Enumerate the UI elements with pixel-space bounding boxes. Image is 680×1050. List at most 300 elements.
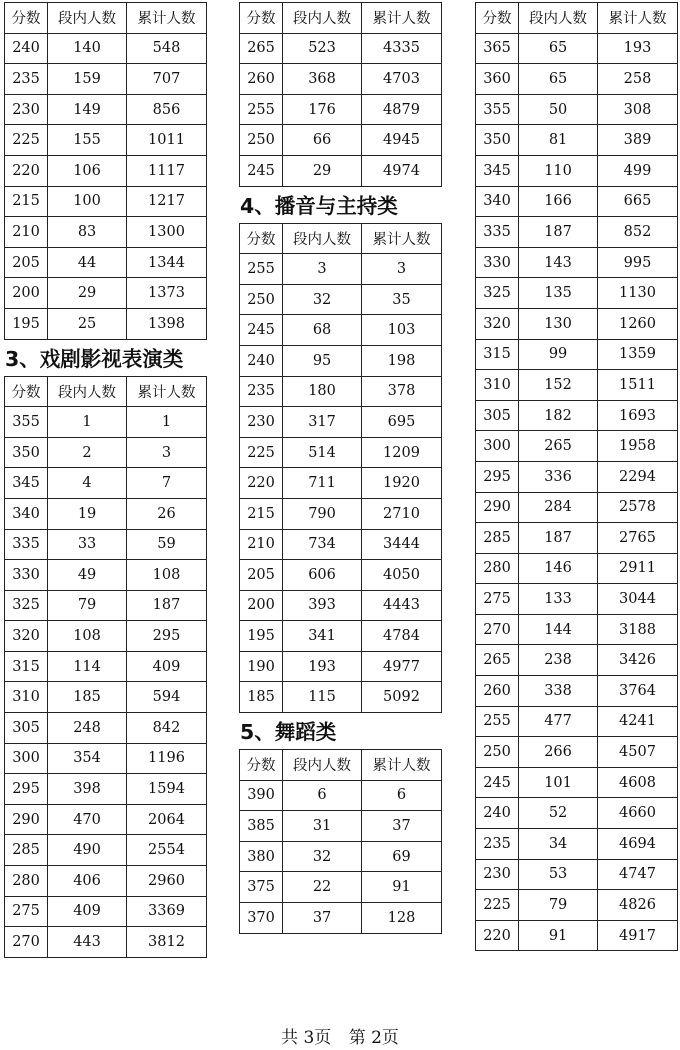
current-page-label: 第 2页 bbox=[348, 1028, 399, 1048]
segment-count-cell: 368 bbox=[283, 64, 362, 95]
segment-count-cell: 32 bbox=[283, 841, 362, 872]
segment-count-cell: 95 bbox=[283, 345, 362, 376]
score-cell: 355 bbox=[5, 407, 48, 438]
score-cell: 255 bbox=[240, 254, 283, 285]
score-cell: 270 bbox=[476, 614, 519, 645]
table-row bbox=[476, 798, 678, 829]
segment-count-cell: 44 bbox=[48, 247, 127, 278]
table-row bbox=[240, 498, 442, 529]
cumulative-count-cell: 187 bbox=[127, 590, 207, 621]
table-row bbox=[476, 584, 678, 615]
cumulative-count-cell: 4974 bbox=[362, 155, 442, 186]
table-row bbox=[476, 706, 678, 737]
score-cell: 230 bbox=[240, 407, 283, 438]
table-row bbox=[476, 247, 678, 278]
score-cell: 265 bbox=[240, 33, 283, 64]
score-cell: 210 bbox=[5, 217, 48, 248]
cumulative-count-cell: 4050 bbox=[362, 560, 442, 591]
score-cell: 320 bbox=[476, 308, 519, 339]
table-row bbox=[476, 461, 678, 492]
cumulative-count-cell: 4443 bbox=[362, 590, 442, 621]
cumulative-count-cell: 665 bbox=[598, 186, 678, 217]
table-row bbox=[5, 94, 207, 125]
table-row bbox=[5, 278, 207, 309]
cumulative-count-cell: 1196 bbox=[127, 743, 207, 774]
segment-count-cell: 52 bbox=[519, 798, 598, 829]
score-cell: 385 bbox=[240, 811, 283, 842]
score-cell: 295 bbox=[476, 461, 519, 492]
cumulative-count-cell: 499 bbox=[598, 155, 678, 186]
table-row bbox=[5, 896, 207, 927]
cumulative-count-cell: 198 bbox=[362, 345, 442, 376]
score-cell: 305 bbox=[476, 400, 519, 431]
table-header-row bbox=[240, 223, 442, 254]
column-header: 累计人数 bbox=[362, 750, 442, 781]
table-row bbox=[476, 125, 678, 156]
table-row bbox=[476, 33, 678, 64]
table-row bbox=[476, 676, 678, 707]
cumulative-count-cell: 389 bbox=[598, 125, 678, 156]
table-row bbox=[476, 890, 678, 921]
table-row bbox=[240, 560, 442, 591]
score-cell: 200 bbox=[240, 590, 283, 621]
score-table bbox=[475, 2, 678, 951]
column-header: 分数 bbox=[240, 223, 283, 254]
score-cell: 260 bbox=[476, 676, 519, 707]
cumulative-count-cell: 4945 bbox=[362, 125, 442, 156]
table-row bbox=[240, 345, 442, 376]
table-header-row bbox=[240, 750, 442, 781]
segment-count-cell: 65 bbox=[519, 33, 598, 64]
table-row bbox=[240, 529, 442, 560]
table-row bbox=[5, 498, 207, 529]
column-header: 段内人数 bbox=[283, 750, 362, 781]
cumulative-count-cell: 1 bbox=[127, 407, 207, 438]
score-cell: 225 bbox=[5, 125, 48, 156]
segment-count-cell: 176 bbox=[283, 94, 362, 125]
score-cell: 235 bbox=[5, 64, 48, 95]
column-header: 分数 bbox=[240, 750, 283, 781]
score-cell: 195 bbox=[240, 621, 283, 652]
score-cell: 210 bbox=[240, 529, 283, 560]
table-row bbox=[5, 927, 207, 958]
table-row bbox=[476, 94, 678, 125]
cumulative-count-cell: 1217 bbox=[127, 186, 207, 217]
table-row bbox=[240, 811, 442, 842]
score-cell: 230 bbox=[5, 94, 48, 125]
cumulative-count-cell: 695 bbox=[362, 407, 442, 438]
cumulative-count-cell: 2554 bbox=[127, 835, 207, 866]
column-header: 分数 bbox=[240, 3, 283, 34]
cumulative-count-cell: 1398 bbox=[127, 308, 207, 339]
score-cell: 225 bbox=[476, 890, 519, 921]
score-cell: 315 bbox=[5, 651, 48, 682]
cumulative-count-cell: 295 bbox=[127, 621, 207, 652]
table-row bbox=[476, 370, 678, 401]
table-row bbox=[5, 308, 207, 339]
column-header: 段内人数 bbox=[283, 3, 362, 34]
segment-count-cell: 114 bbox=[48, 651, 127, 682]
segment-count-cell: 68 bbox=[283, 315, 362, 346]
score-cell: 370 bbox=[240, 903, 283, 934]
table-row bbox=[240, 841, 442, 872]
cumulative-count-cell: 4660 bbox=[598, 798, 678, 829]
cumulative-count-cell: 2765 bbox=[598, 523, 678, 554]
table-row bbox=[476, 217, 678, 248]
segment-count-cell: 149 bbox=[48, 94, 127, 125]
table-row bbox=[476, 767, 678, 798]
cumulative-count-cell: 4703 bbox=[362, 64, 442, 95]
column-middle bbox=[239, 2, 443, 934]
score-cell: 245 bbox=[476, 767, 519, 798]
segment-count-cell: 115 bbox=[283, 682, 362, 713]
segment-count-cell: 49 bbox=[48, 560, 127, 591]
segment-count-cell: 6 bbox=[283, 780, 362, 811]
table-row bbox=[240, 651, 442, 682]
total-pages-label: 共 3页 bbox=[281, 1028, 332, 1048]
cumulative-count-cell: 69 bbox=[362, 841, 442, 872]
cumulative-count-cell: 35 bbox=[362, 284, 442, 315]
score-cell: 280 bbox=[476, 553, 519, 584]
score-cell: 260 bbox=[240, 64, 283, 95]
table-row bbox=[476, 737, 678, 768]
table-row bbox=[5, 866, 207, 897]
segment-count-cell: 25 bbox=[48, 308, 127, 339]
cumulative-count-cell: 1594 bbox=[127, 774, 207, 805]
cumulative-count-cell: 594 bbox=[127, 682, 207, 713]
table-row bbox=[240, 33, 442, 64]
table-row bbox=[476, 278, 678, 309]
score-cell: 315 bbox=[476, 339, 519, 370]
cumulative-count-cell: 3 bbox=[127, 437, 207, 468]
score-cell: 380 bbox=[240, 841, 283, 872]
section-title: 3、戏剧影视表演类 bbox=[5, 346, 184, 371]
score-cell: 240 bbox=[476, 798, 519, 829]
table-row bbox=[5, 64, 207, 95]
cumulative-count-cell: 852 bbox=[598, 217, 678, 248]
table-row bbox=[240, 590, 442, 621]
score-cell: 200 bbox=[5, 278, 48, 309]
score-cell: 285 bbox=[5, 835, 48, 866]
segment-count-cell: 409 bbox=[48, 896, 127, 927]
cumulative-count-cell: 4507 bbox=[598, 737, 678, 768]
table-header-row bbox=[5, 376, 207, 407]
cumulative-count-cell: 4917 bbox=[598, 920, 678, 951]
cumulative-count-cell: 4784 bbox=[362, 621, 442, 652]
cumulative-count-cell: 1117 bbox=[127, 155, 207, 186]
segment-count-cell: 83 bbox=[48, 217, 127, 248]
cumulative-count-cell: 1373 bbox=[127, 278, 207, 309]
score-cell: 340 bbox=[476, 186, 519, 217]
segment-count-cell: 50 bbox=[519, 94, 598, 125]
column-header: 分数 bbox=[476, 3, 519, 34]
table-row bbox=[240, 621, 442, 652]
table-row bbox=[476, 523, 678, 554]
table-row bbox=[476, 492, 678, 523]
score-cell: 325 bbox=[5, 590, 48, 621]
table-row bbox=[5, 155, 207, 186]
score-cell: 335 bbox=[476, 217, 519, 248]
table-row bbox=[240, 780, 442, 811]
table-row bbox=[476, 614, 678, 645]
cumulative-count-cell: 842 bbox=[127, 713, 207, 744]
cumulative-count-cell: 2960 bbox=[127, 866, 207, 897]
segment-count-cell: 146 bbox=[519, 553, 598, 584]
segment-count-cell: 22 bbox=[283, 872, 362, 903]
cumulative-count-cell: 3444 bbox=[362, 529, 442, 560]
segment-count-cell: 34 bbox=[519, 829, 598, 860]
column-header: 分数 bbox=[5, 3, 48, 34]
table-row bbox=[240, 437, 442, 468]
column-header: 段内人数 bbox=[519, 3, 598, 34]
segment-count-cell: 284 bbox=[519, 492, 598, 523]
segment-count-cell: 130 bbox=[519, 308, 598, 339]
score-cell: 290 bbox=[5, 804, 48, 835]
table-header-row bbox=[476, 3, 678, 34]
score-cell: 300 bbox=[476, 431, 519, 462]
cumulative-count-cell: 37 bbox=[362, 811, 442, 842]
table-row bbox=[476, 829, 678, 860]
segment-count-cell: 248 bbox=[48, 713, 127, 744]
cumulative-count-cell: 308 bbox=[598, 94, 678, 125]
score-cell: 320 bbox=[5, 621, 48, 652]
table-row bbox=[240, 64, 442, 95]
score-cell: 225 bbox=[240, 437, 283, 468]
table-row bbox=[240, 315, 442, 346]
cumulative-count-cell: 128 bbox=[362, 903, 442, 934]
score-cell: 330 bbox=[5, 560, 48, 591]
score-cell: 220 bbox=[476, 920, 519, 951]
segment-count-cell: 185 bbox=[48, 682, 127, 713]
score-cell: 235 bbox=[476, 829, 519, 860]
segment-count-cell: 79 bbox=[48, 590, 127, 621]
column-left bbox=[4, 2, 208, 958]
table-row bbox=[5, 217, 207, 248]
cumulative-count-cell: 59 bbox=[127, 529, 207, 560]
table-row bbox=[5, 804, 207, 835]
section-title: 4、播音与主持类 bbox=[240, 193, 398, 218]
score-cell: 245 bbox=[240, 155, 283, 186]
segment-count-cell: 336 bbox=[519, 461, 598, 492]
score-table bbox=[4, 2, 207, 340]
score-cell: 250 bbox=[240, 125, 283, 156]
segment-count-cell: 53 bbox=[519, 859, 598, 890]
score-cell: 375 bbox=[240, 872, 283, 903]
segment-count-cell: 398 bbox=[48, 774, 127, 805]
score-cell: 230 bbox=[476, 859, 519, 890]
score-cell: 235 bbox=[240, 376, 283, 407]
cumulative-count-cell: 1511 bbox=[598, 370, 678, 401]
table-row bbox=[5, 682, 207, 713]
segment-count-cell: 711 bbox=[283, 468, 362, 499]
segment-count-cell: 790 bbox=[283, 498, 362, 529]
cumulative-count-cell: 4694 bbox=[598, 829, 678, 860]
table-row bbox=[240, 376, 442, 407]
table-row bbox=[476, 431, 678, 462]
segment-count-cell: 166 bbox=[519, 186, 598, 217]
segment-count-cell: 19 bbox=[48, 498, 127, 529]
cumulative-count-cell: 5092 bbox=[362, 682, 442, 713]
cumulative-count-cell: 108 bbox=[127, 560, 207, 591]
cumulative-count-cell: 4826 bbox=[598, 890, 678, 921]
segment-count-cell: 3 bbox=[283, 254, 362, 285]
table-row bbox=[240, 407, 442, 438]
table-row bbox=[240, 903, 442, 934]
score-cell: 345 bbox=[476, 155, 519, 186]
score-cell: 275 bbox=[5, 896, 48, 927]
segment-count-cell: 155 bbox=[48, 125, 127, 156]
cumulative-count-cell: 3188 bbox=[598, 614, 678, 645]
cumulative-count-cell: 1130 bbox=[598, 278, 678, 309]
cumulative-count-cell: 1693 bbox=[598, 400, 678, 431]
cumulative-count-cell: 4335 bbox=[362, 33, 442, 64]
segment-count-cell: 135 bbox=[519, 278, 598, 309]
segment-count-cell: 443 bbox=[48, 927, 127, 958]
table-row bbox=[5, 651, 207, 682]
cumulative-count-cell: 1209 bbox=[362, 437, 442, 468]
segment-count-cell: 37 bbox=[283, 903, 362, 934]
score-cell: 390 bbox=[240, 780, 283, 811]
table-row bbox=[5, 125, 207, 156]
score-cell: 240 bbox=[240, 345, 283, 376]
table-row bbox=[5, 713, 207, 744]
score-cell: 205 bbox=[240, 560, 283, 591]
score-cell: 340 bbox=[5, 498, 48, 529]
segment-count-cell: 406 bbox=[48, 866, 127, 897]
score-table bbox=[4, 376, 207, 958]
table-row bbox=[476, 645, 678, 676]
cumulative-count-cell: 2911 bbox=[598, 553, 678, 584]
cumulative-count-cell: 2294 bbox=[598, 461, 678, 492]
cumulative-count-cell: 6 bbox=[362, 780, 442, 811]
segment-count-cell: 265 bbox=[519, 431, 598, 462]
cumulative-count-cell: 378 bbox=[362, 376, 442, 407]
cumulative-count-cell: 856 bbox=[127, 94, 207, 125]
score-table bbox=[239, 2, 442, 187]
segment-count-cell: 143 bbox=[519, 247, 598, 278]
table-row bbox=[5, 743, 207, 774]
cumulative-count-cell: 707 bbox=[127, 64, 207, 95]
segment-count-cell: 317 bbox=[283, 407, 362, 438]
segment-count-cell: 140 bbox=[48, 33, 127, 64]
cumulative-count-cell: 2578 bbox=[598, 492, 678, 523]
column-header: 累计人数 bbox=[362, 3, 442, 34]
cumulative-count-cell: 4977 bbox=[362, 651, 442, 682]
table-header-row bbox=[240, 3, 442, 34]
segment-count-cell: 110 bbox=[519, 155, 598, 186]
column-header: 段内人数 bbox=[48, 3, 127, 34]
score-cell: 295 bbox=[5, 774, 48, 805]
table-row bbox=[476, 553, 678, 584]
cumulative-count-cell: 7 bbox=[127, 468, 207, 499]
score-cell: 355 bbox=[476, 94, 519, 125]
cumulative-count-cell: 91 bbox=[362, 872, 442, 903]
score-table bbox=[239, 223, 442, 714]
score-cell: 270 bbox=[5, 927, 48, 958]
score-cell: 325 bbox=[476, 278, 519, 309]
segment-count-cell: 2 bbox=[48, 437, 127, 468]
segment-count-cell: 65 bbox=[519, 64, 598, 95]
score-cell: 220 bbox=[5, 155, 48, 186]
column-header: 累计人数 bbox=[127, 376, 207, 407]
score-cell: 255 bbox=[240, 94, 283, 125]
segment-count-cell: 393 bbox=[283, 590, 362, 621]
segment-count-cell: 152 bbox=[519, 370, 598, 401]
score-cell: 360 bbox=[476, 64, 519, 95]
score-cell: 215 bbox=[240, 498, 283, 529]
segment-count-cell: 29 bbox=[283, 155, 362, 186]
table-header-row bbox=[5, 3, 207, 34]
table-row bbox=[5, 560, 207, 591]
table-row bbox=[240, 468, 442, 499]
table-row bbox=[5, 437, 207, 468]
table-row bbox=[240, 872, 442, 903]
score-cell: 335 bbox=[5, 529, 48, 560]
column-header: 累计人数 bbox=[598, 3, 678, 34]
table-row bbox=[5, 407, 207, 438]
table-row bbox=[240, 284, 442, 315]
table-row bbox=[240, 254, 442, 285]
cumulative-count-cell: 3812 bbox=[127, 927, 207, 958]
segment-count-cell: 66 bbox=[283, 125, 362, 156]
segment-count-cell: 101 bbox=[519, 767, 598, 798]
segment-count-cell: 31 bbox=[283, 811, 362, 842]
score-cell: 250 bbox=[476, 737, 519, 768]
segment-count-cell: 514 bbox=[283, 437, 362, 468]
table-row bbox=[5, 835, 207, 866]
score-cell: 350 bbox=[476, 125, 519, 156]
segment-count-cell: 33 bbox=[48, 529, 127, 560]
cumulative-count-cell: 1260 bbox=[598, 308, 678, 339]
column-right bbox=[475, 2, 679, 951]
score-cell: 345 bbox=[5, 468, 48, 499]
column-header: 累计人数 bbox=[127, 3, 207, 34]
segment-count-cell: 4 bbox=[48, 468, 127, 499]
score-cell: 255 bbox=[476, 706, 519, 737]
segment-count-cell: 79 bbox=[519, 890, 598, 921]
cumulative-count-cell: 2710 bbox=[362, 498, 442, 529]
cumulative-count-cell: 1920 bbox=[362, 468, 442, 499]
cumulative-count-cell: 4608 bbox=[598, 767, 678, 798]
cumulative-count-cell: 4747 bbox=[598, 859, 678, 890]
score-cell: 240 bbox=[5, 33, 48, 64]
table-row bbox=[476, 308, 678, 339]
cumulative-count-cell: 548 bbox=[127, 33, 207, 64]
score-cell: 245 bbox=[240, 315, 283, 346]
score-cell: 310 bbox=[5, 682, 48, 713]
segment-count-cell: 187 bbox=[519, 523, 598, 554]
table-row bbox=[5, 774, 207, 805]
score-table bbox=[239, 749, 442, 934]
score-cell: 215 bbox=[5, 186, 48, 217]
segment-count-cell: 133 bbox=[519, 584, 598, 615]
segment-count-cell: 106 bbox=[48, 155, 127, 186]
cumulative-count-cell: 1344 bbox=[127, 247, 207, 278]
segment-count-cell: 734 bbox=[283, 529, 362, 560]
table-row bbox=[476, 859, 678, 890]
segment-count-cell: 238 bbox=[519, 645, 598, 676]
segment-count-cell: 490 bbox=[48, 835, 127, 866]
segment-count-cell: 470 bbox=[48, 804, 127, 835]
cumulative-count-cell: 258 bbox=[598, 64, 678, 95]
column-header: 段内人数 bbox=[283, 223, 362, 254]
score-cell: 310 bbox=[476, 370, 519, 401]
segment-count-cell: 159 bbox=[48, 64, 127, 95]
table-row bbox=[476, 920, 678, 951]
cumulative-count-cell: 4241 bbox=[598, 706, 678, 737]
segment-count-cell: 606 bbox=[283, 560, 362, 591]
segment-count-cell: 187 bbox=[519, 217, 598, 248]
